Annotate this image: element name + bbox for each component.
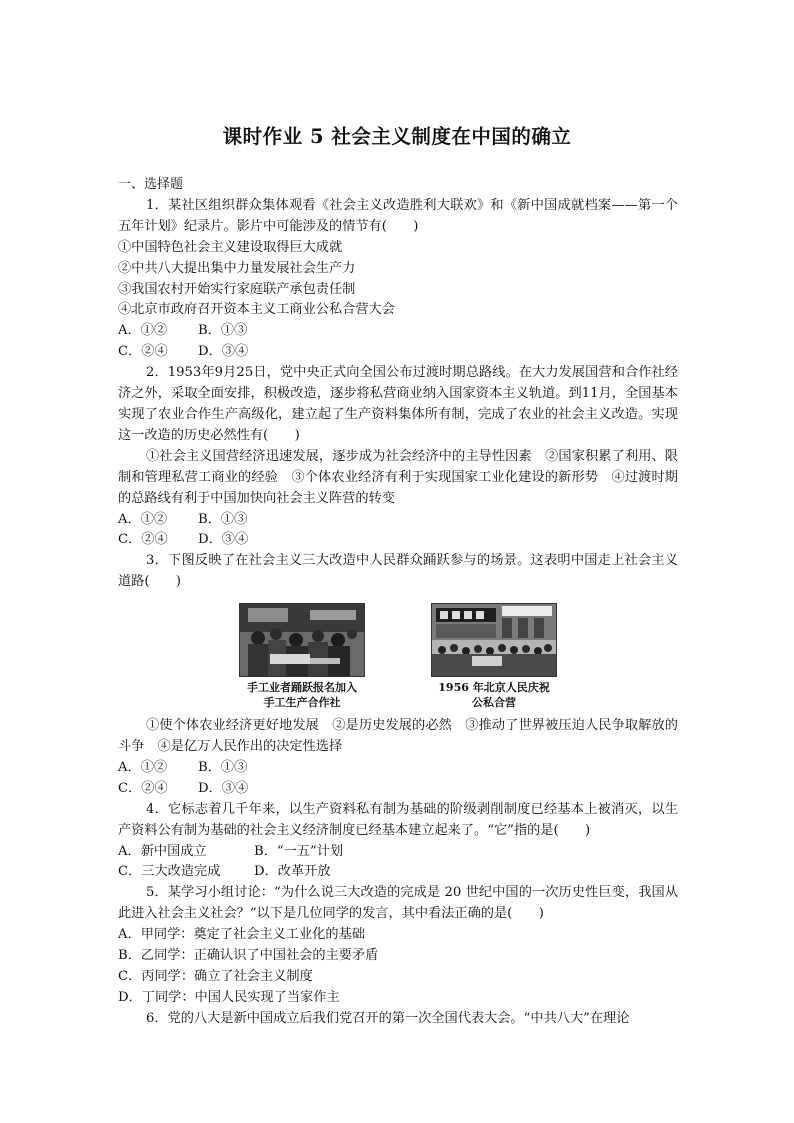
- section-heading: 一、选择题: [118, 177, 184, 192]
- question-5-stem: 5．某学习小组讨论：“为什么说三大改造的完成是 20 世纪中国的一次历史性巨变，我国从此进入社会主义社会？”以下是几位同学的发言，其中看法正确的是( ): [118, 885, 678, 922]
- question-3-option-b[interactable]: B．①③: [198, 759, 248, 775]
- figure-1-photo: [239, 603, 365, 677]
- question-2-option-a[interactable]: A．①②: [118, 511, 168, 527]
- figure-2-photo: [431, 603, 557, 677]
- page-title: 课时作业 5 社会主义制度在中国的确立: [222, 125, 572, 148]
- question-1-item-2: ②中共八大提出集中力量发展社会生产力: [118, 260, 356, 276]
- question-3-options-row-2: [118, 779, 678, 800]
- question-1-option-c[interactable]: C．②④: [118, 344, 168, 360]
- question-1-options-row-1: [118, 321, 678, 342]
- question-3-options-row-1: [118, 758, 678, 779]
- question-1-item-1: ①中国特色社会主义建设取得巨大成就: [118, 239, 343, 255]
- figure-2-caption-line-2: 公私合营: [472, 696, 516, 710]
- question-1-option-b[interactable]: B．①③: [198, 323, 248, 339]
- question-5-option-a[interactable]: A．甲同学：奠定了社会主义工业化的基础: [118, 927, 365, 943]
- question-3-figures: [118, 603, 678, 710]
- figure-1: [227, 603, 377, 710]
- question-2-stem: 2．1953年9月25日，党中央正式向全国公布过渡时期总路线。在大力发展国营和合作社经济之外，采取全面安排，积极改造，逐步将私营商业纳入国家资本主义轨道。到11月，全国基本实现了农业合作生产高级化，建立起了生产资料集体所有制，完成了农业的社会主义改造。实现这一改造的历史必然性有( ): [118, 365, 678, 443]
- question-3-items: ①使个体农业经济更好地发展 ②是历史发展的必然 ③推动了世界被压迫人民争取解放的斗争 ④是亿万人民作出的决定性选择: [118, 718, 678, 755]
- question-content: [118, 175, 678, 1030]
- question-5-option-c[interactable]: C．丙同学：确立了社会主义制度: [118, 969, 313, 984]
- question-3-option-c[interactable]: C．②④: [118, 780, 168, 796]
- question-2-options-row-1: [118, 510, 678, 531]
- question-2-option-b[interactable]: B．①③: [198, 511, 248, 527]
- question-3-option-d[interactable]: D．③④: [198, 780, 249, 796]
- question-3-stem: 3．下图反映了在社会主义三大改造中人民群众踊跃参与的场景。这表明中国走上社会主义道路( ): [118, 553, 678, 590]
- question-3-option-a[interactable]: A．①②: [118, 759, 168, 775]
- figure-1-caption-line-2: 手工生产合作社: [263, 696, 341, 710]
- question-1-options-row-2: [118, 342, 678, 363]
- figure-2-caption-line-1: 1956 年北京人民庆祝: [438, 681, 550, 695]
- question-1-option-d[interactable]: D．③④: [198, 344, 249, 360]
- question-4-options-row-2: [118, 862, 678, 883]
- question-2-items: ①社会主义国营经济迅速发展，逐步成为社会经济中的主导性因素 ②国家积累了利用、限制和管理私营工商业的经验 ③个体农业经济有利于实现国家工业化建设的新形势 ④过渡时期的总路线有利于中国加快向社会主义阵营的转变: [118, 448, 678, 506]
- question-4-option-d[interactable]: D．改革开放: [254, 864, 331, 880]
- question-5-option-b[interactable]: B．乙同学：正确认识了中国社会的主要矛盾: [118, 948, 379, 964]
- question-1-option-a[interactable]: A．①②: [118, 323, 168, 339]
- figure-1-caption-line-1: 手工业者踊跃报名加入: [247, 681, 357, 695]
- question-5-option-d[interactable]: D．丁同学：中国人民实现了当家作主: [118, 989, 340, 1005]
- question-6-stem: 6．党的八大是新中国成立后我们党召开的第一次全国代表大会。“中共八大”在理论: [146, 1010, 630, 1026]
- question-1-stem: 1．某社区组织群众集体观看《社会主义改造胜利大联欢》和《新中国成就档案——第一个五年计划》纪录片。影片中可能涉及的情节有( ): [118, 197, 678, 234]
- question-2-option-c[interactable]: C．②④: [118, 532, 168, 548]
- question-4-option-c[interactable]: C．三大改造完成: [118, 864, 221, 880]
- question-2-option-d[interactable]: D．③④: [198, 532, 249, 548]
- question-4-option-b[interactable]: B．“一五”计划: [254, 843, 344, 859]
- celebration-photo-image: [432, 604, 556, 676]
- question-4-stem: 4．它标志着几千年来，以生产资料私有制为基础的阶级剥削制度已经基本上被消灭，以生产资料公有制为基础的社会主义经济制度已经基本建立起来了。“它”指的是( ): [118, 801, 678, 838]
- question-1-item-3: ③我国农村开始实行家庭联产承包责任制: [118, 281, 356, 297]
- question-1-item-4: ④北京市政府召开资本主义工商业公私合营大会: [118, 302, 395, 318]
- craftsmen-photo-image: [240, 604, 364, 676]
- figure-2-caption: [419, 680, 569, 710]
- figure-1-caption: [227, 680, 377, 710]
- question-4-option-a[interactable]: A．新中国成立: [118, 843, 207, 859]
- figure-2: [419, 603, 569, 710]
- question-4-options-row-1: [118, 842, 678, 863]
- question-2-options-row-2: [118, 530, 678, 551]
